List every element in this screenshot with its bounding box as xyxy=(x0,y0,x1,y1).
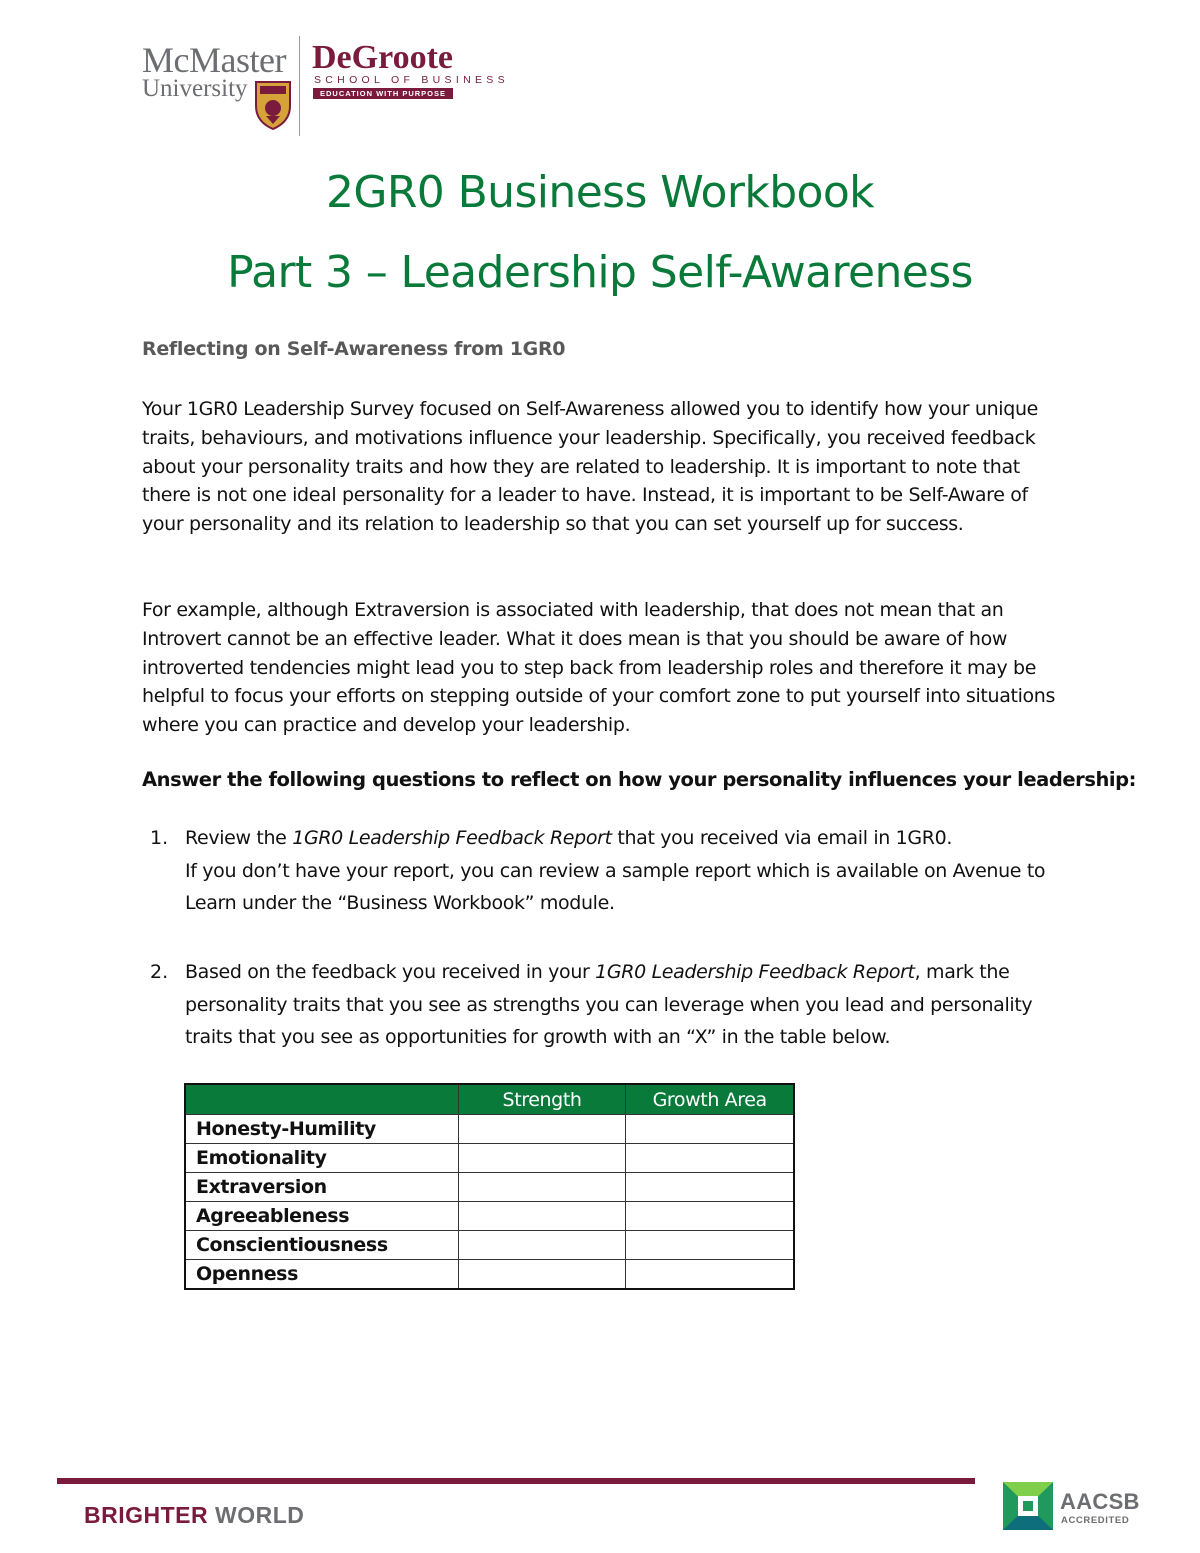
trait-label: Honesty-Humility xyxy=(185,1115,458,1144)
growth-area-cell[interactable] xyxy=(626,1115,794,1144)
world-word: WORLD xyxy=(215,1502,305,1528)
trait-label: Emotionality xyxy=(185,1144,458,1173)
trait-label: Openness xyxy=(185,1260,458,1290)
brighter-word: BRIGHTER xyxy=(84,1502,209,1528)
table-row xyxy=(185,1231,794,1260)
strength-cell[interactable] xyxy=(458,1202,626,1231)
document-subtitle: Part 3 – Leadership Self-Awareness xyxy=(227,247,973,298)
question-1-post: that you received via email in 1GR0. xyxy=(611,827,953,849)
strength-cell[interactable] xyxy=(458,1115,626,1144)
question-2-post: , mark the personality traits that you see as strengths you can leverage when you lead and personality traits that you see as opportunities for growth with an “X” in the table below. xyxy=(185,961,1033,1048)
mcmaster-logo-university: University xyxy=(142,75,248,102)
table-row xyxy=(185,1260,794,1290)
table-header-growth-area: Growth Area xyxy=(626,1084,794,1115)
example-paragraph: For example, although Extraversion is associated with leadership, that does not mean that an Introvert cannot be an effective leader. What it does mean is that you should be aware of how introverted tendencies might lead you to step back from leadership roles and therefore it may be helpful to focus your efforts on stepping outside of your comfort zone to put yourself into situations where you can practice and develop your leadership. xyxy=(142,599,1056,737)
personality-traits-table xyxy=(184,1083,795,1290)
brighter-world-tagline xyxy=(84,1502,304,1529)
growth-area-cell[interactable] xyxy=(626,1202,794,1231)
question-1-text xyxy=(185,822,1075,920)
questions-instruction: Answer the following questions to reflect on how your personality influences your leadership: xyxy=(142,768,1137,791)
trait-label: Agreeableness xyxy=(185,1202,458,1231)
question-2-pre: Based on the feedback you received in your xyxy=(185,961,596,983)
table-row xyxy=(185,1144,794,1173)
question-2-report-title: 1GR0 Leadership Feedback Report xyxy=(595,961,915,983)
question-1-number: 1. xyxy=(150,827,169,849)
table-row xyxy=(185,1202,794,1231)
growth-area-cell[interactable] xyxy=(626,1260,794,1290)
strength-cell[interactable] xyxy=(458,1231,626,1260)
strength-cell[interactable] xyxy=(458,1173,626,1202)
footer-rule xyxy=(57,1478,975,1484)
growth-area-cell[interactable] xyxy=(626,1231,794,1260)
aacsb-wordmark: AACSB xyxy=(1060,1489,1140,1514)
table-header-row xyxy=(185,1084,794,1115)
degroote-logo-name: DeGroote xyxy=(312,39,453,76)
question-1-pre: Review the xyxy=(185,827,293,849)
logo-divider xyxy=(299,36,300,136)
degroote-logo-school: SCHOOL OF BUSINESS xyxy=(314,74,509,86)
section-heading: Reflecting on Self-Awareness from 1GR0 xyxy=(142,338,566,360)
table-row xyxy=(185,1173,794,1202)
strength-cell[interactable] xyxy=(458,1260,626,1290)
question-1-report-title: 1GR0 Leadership Feedback Report xyxy=(292,827,612,849)
strength-cell[interactable] xyxy=(458,1144,626,1173)
table-header-blank xyxy=(185,1084,458,1115)
trait-label: Extraversion xyxy=(185,1173,458,1202)
trait-label: Conscientiousness xyxy=(185,1231,458,1260)
aacsb-logo-icon xyxy=(1003,1482,1053,1530)
growth-area-cell[interactable] xyxy=(626,1144,794,1173)
question-1-line2: If you don’t have your report, you can review a sample report which is available on Avenue to Learn under the “Business Workbook” module. xyxy=(185,859,1046,914)
aacsb-accredited-label: ACCREDITED xyxy=(1061,1515,1130,1526)
degroote-logo-tagline: EDUCATION WITH PURPOSE xyxy=(313,88,453,99)
mcmaster-crest-icon xyxy=(254,80,292,130)
table-header-strength: Strength xyxy=(458,1084,626,1115)
question-2-number: 2. xyxy=(150,961,169,983)
document-title: 2GR0 Business Workbook xyxy=(325,167,875,218)
question-2-text xyxy=(185,956,1075,1054)
mcmaster-logo-name: McMaster xyxy=(142,40,286,80)
intro-paragraph: Your 1GR0 Leadership Survey focused on Self-Awareness allowed you to identify how your unique traits, behaviours, and motivations influence your leadership. Specifically, you received feedback about your personality traits and how they are related to leadership. It is important to note that there is not one ideal personality for a leader to have. Instead, it is important to be Self-Aware of your personality and its relation to leadership so that you can set yourself up for success. xyxy=(142,398,1038,536)
growth-area-cell[interactable] xyxy=(626,1173,794,1202)
table-row xyxy=(185,1115,794,1144)
